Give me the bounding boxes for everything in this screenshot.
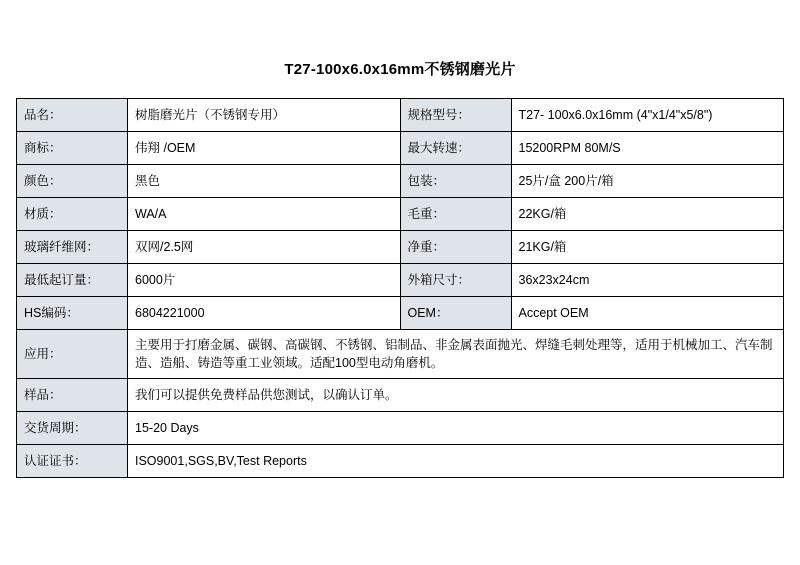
table-row: [17, 445, 784, 478]
spec-value-material: WA/A: [128, 198, 401, 231]
spec-label-moq: 最低起订量：: [17, 264, 128, 297]
spec-label-material: 材质：: [17, 198, 128, 231]
spec-label-brand: 商标：: [17, 132, 128, 165]
table-row: [17, 379, 784, 412]
spec-label-oem: OEM：: [400, 297, 511, 330]
spec-label-sample: 样品：: [17, 379, 128, 412]
spec-label-fiberglass-mesh: 玻璃纤维网：: [17, 231, 128, 264]
table-row: [17, 264, 784, 297]
spec-value-oem: Accept OEM: [511, 297, 784, 330]
spec-label-delivery-time: 交货周期：: [17, 412, 128, 445]
spec-value-packing: 25片/盒 200片/箱: [511, 165, 784, 198]
table-row: [17, 330, 784, 379]
spec-value-certificates: ISO9001,SGS,BV,Test Reports: [128, 445, 784, 478]
specification-table: [16, 98, 784, 478]
spec-value-application: 主要用于打磨金属、碳钢、高碳钢、不锈钢、铝制品、非金属表面抛光、焊缝毛刺处理等，适用于机械加工、汽车制造、造船、铸造等重工业领域。适配100型电动角磨机。: [128, 330, 784, 379]
table-row: [17, 132, 784, 165]
spec-value-product-name: 树脂磨光片（不锈钢专用）: [128, 99, 401, 132]
spec-label-carton-size: 外箱尺寸：: [400, 264, 511, 297]
spec-value-net-weight: 21KG/箱: [511, 231, 784, 264]
spec-value-carton-size: 36x23x24cm: [511, 264, 784, 297]
spec-label-max-speed: 最大转速：: [400, 132, 511, 165]
spec-label-packing: 包装：: [400, 165, 511, 198]
spec-value-sample: 我们可以提供免费样品供您测试，以确认订单。: [128, 379, 784, 412]
spec-value-delivery-time: 15-20 Days: [128, 412, 784, 445]
table-row: [17, 99, 784, 132]
table-row: [17, 165, 784, 198]
spec-label-hs-code: HS编码：: [17, 297, 128, 330]
table-row: [17, 412, 784, 445]
spec-value-hs-code: 6804221000: [128, 297, 401, 330]
table-row: [17, 198, 784, 231]
spec-label-color: 颜色：: [17, 165, 128, 198]
spec-label-model: 规格型号：: [400, 99, 511, 132]
spec-value-color: 黑色: [128, 165, 401, 198]
spec-label-application: 应用：: [17, 330, 128, 379]
spec-value-fiberglass-mesh: 双网/2.5网: [128, 231, 401, 264]
spec-value-model: T27- 100x6.0x16mm (4"x1/4"x5/8"): [511, 99, 784, 132]
spec-value-gross-weight: 22KG/箱: [511, 198, 784, 231]
spec-value-max-speed: 15200RPM 80M/S: [511, 132, 784, 165]
spec-value-moq: 6000片: [128, 264, 401, 297]
spec-value-brand: 伟翔 /OEM: [128, 132, 401, 165]
table-row: [17, 231, 784, 264]
spec-label-gross-weight: 毛重：: [400, 198, 511, 231]
spec-label-net-weight: 净重：: [400, 231, 511, 264]
spec-label-certificates: 认证证书：: [17, 445, 128, 478]
page-title: T27-100x6.0x16mm不锈钢磨光片: [284, 61, 516, 78]
spec-label-product-name: 品名：: [17, 99, 128, 132]
table-row: [17, 297, 784, 330]
